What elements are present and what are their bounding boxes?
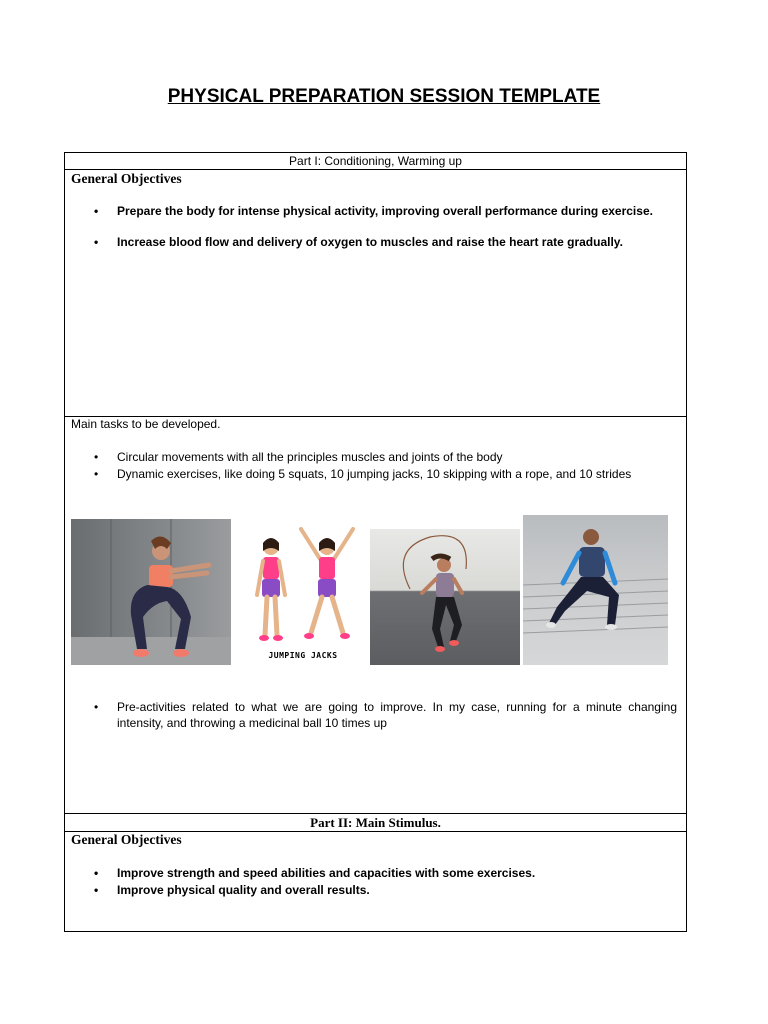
list-item: • Prepare the body for intense physical activity, improving overall performance during exercise. [94,203,677,219]
list-item: • Dynamic exercises, like doing 5 squats, 10 jumping jacks, 10 skipping with a rope, and 10 strides [94,466,677,482]
part1-tasks-label: Main tasks to be developed. [71,417,221,431]
part2-objectives-label: General Objectives [71,832,182,847]
part1-header: Part I: Conditioning, Warming up [65,153,686,170]
jumping-jacks-illustration [237,525,369,665]
list-item: • Increase blood flow and delivery of oxygen to muscles and raise the heart rate gradually. [94,234,677,250]
jumping-jacks-caption: JUMPING JACKS [268,651,338,660]
list-item: • Pre-activities related to what we are going to improve. In my case, running for a minute changing intensity, and throwing a medicinal ball 10 times up [94,699,677,731]
part1-objectives-label: General Objectives [71,171,182,186]
part2-objectives-list [94,865,677,898]
rope-skipping-photo [370,529,520,665]
part1-pre-activities-list [94,699,677,731]
part2-header: Part II: Main Stimulus. [65,813,686,832]
part1-tasks-list [94,449,677,482]
part1-objectives-list [94,203,677,250]
list-item: • Improve strength and speed abilities and capacities with some exercises. [94,865,677,881]
squat-photo [71,519,231,665]
session-table [64,152,687,932]
document-title: PHYSICAL PREPARATION SESSION TEMPLATE [167,86,601,107]
lunge-photo [523,515,668,665]
list-item: • Circular movements with all the principles muscles and joints of the body [94,449,677,465]
list-item: • Improve physical quality and overall results. [94,882,677,898]
